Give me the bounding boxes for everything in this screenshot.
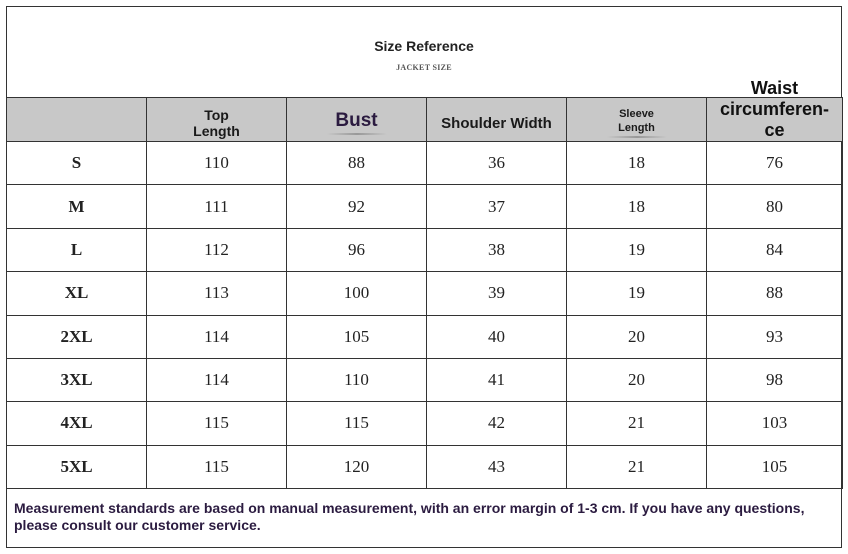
header-top-length-line1: Top [204, 106, 229, 123]
measurement-note-line1: Measurement standards are based on manual measurement, with an error margin of 1-3 cm. If you have any questions, [14, 500, 805, 516]
cell-shoulder-width: 37 [427, 185, 567, 228]
cell-waist: 76 [707, 142, 843, 185]
table-row [7, 445, 843, 488]
table-body [7, 142, 843, 489]
cell-waist: 88 [707, 272, 843, 315]
cell-shoulder-width: 40 [427, 315, 567, 358]
header-bust-label: Bust [335, 110, 378, 131]
cell-waist: 98 [707, 358, 843, 401]
cell-sleeve-length: 20 [567, 315, 707, 358]
measurement-note [6, 488, 842, 548]
header-waist-line3: ce [764, 120, 785, 140]
header-shoulder-width [427, 98, 567, 142]
cell-shoulder-width: 39 [427, 272, 567, 315]
cell-bust: 88 [287, 142, 427, 185]
cell-waist: 103 [707, 402, 843, 445]
page-subtitle: JACKET SIZE [396, 63, 452, 72]
cell-top-length: 115 [147, 402, 287, 445]
table-header-row [7, 98, 843, 142]
header-shoulder-label: Shoulder Width [441, 115, 552, 132]
cell-top-length: 114 [147, 358, 287, 401]
cell-waist: 80 [707, 185, 843, 228]
header-top-length [147, 98, 287, 142]
cell-shoulder-width: 36 [427, 142, 567, 185]
size-table [6, 78, 843, 489]
table-row [7, 272, 843, 315]
cell-shoulder-width: 41 [427, 358, 567, 401]
cell-top-length: 113 [147, 272, 287, 315]
header-waist [707, 78, 843, 142]
header-sleeve-underline [607, 136, 667, 138]
cell-sleeve-length: 19 [567, 272, 707, 315]
cell-waist: 93 [707, 315, 843, 358]
cell-waist: 105 [707, 445, 843, 488]
header-top-length-line2: Length [193, 122, 240, 139]
table-row [7, 142, 843, 185]
table-row [7, 185, 843, 228]
cell-top-length: 114 [147, 315, 287, 358]
cell-top-length: 110 [147, 142, 287, 185]
cell-bust: 120 [287, 445, 427, 488]
measurement-note-line2: please consult our customer service. [14, 517, 261, 533]
cell-sleeve-length: 20 [567, 358, 707, 401]
cell-sleeve-length: 19 [567, 228, 707, 271]
table-row [7, 228, 843, 271]
cell-shoulder-width: 43 [427, 445, 567, 488]
cell-sleeve-length: 21 [567, 445, 707, 488]
header-bust-underline [327, 133, 387, 135]
table-row [7, 358, 843, 401]
cell-size: 5XL [7, 445, 147, 488]
header-sleeve-line2: Length [618, 122, 655, 134]
cell-shoulder-width: 42 [427, 402, 567, 445]
cell-size: XL [7, 272, 147, 315]
cell-top-length: 112 [147, 228, 287, 271]
header-sleeve-line1: Sleeve [619, 108, 654, 120]
table-row [7, 402, 843, 445]
cell-sleeve-length: 18 [567, 185, 707, 228]
cell-sleeve-length: 21 [567, 402, 707, 445]
cell-size: M [7, 185, 147, 228]
header-bust [287, 98, 427, 142]
cell-top-length: 111 [147, 185, 287, 228]
cell-waist: 84 [707, 228, 843, 271]
cell-bust: 110 [287, 358, 427, 401]
cell-bust: 105 [287, 315, 427, 358]
header-size [7, 98, 147, 142]
cell-size: S [7, 142, 147, 185]
cell-bust: 96 [287, 228, 427, 271]
page-title: Size Reference [374, 38, 474, 54]
header-sleeve-length [567, 98, 707, 142]
cell-bust: 100 [287, 272, 427, 315]
cell-size: 4XL [7, 402, 147, 445]
cell-top-length: 115 [147, 445, 287, 488]
cell-shoulder-width: 38 [427, 228, 567, 271]
cell-bust: 115 [287, 402, 427, 445]
cell-sleeve-length: 18 [567, 142, 707, 185]
cell-size: L [7, 228, 147, 271]
header-waist-line1: Waist [750, 78, 799, 98]
table-row [7, 315, 843, 358]
cell-size: 2XL [7, 315, 147, 358]
header-waist-line2: circumferen- [719, 99, 830, 119]
cell-size: 3XL [7, 358, 147, 401]
cell-bust: 92 [287, 185, 427, 228]
